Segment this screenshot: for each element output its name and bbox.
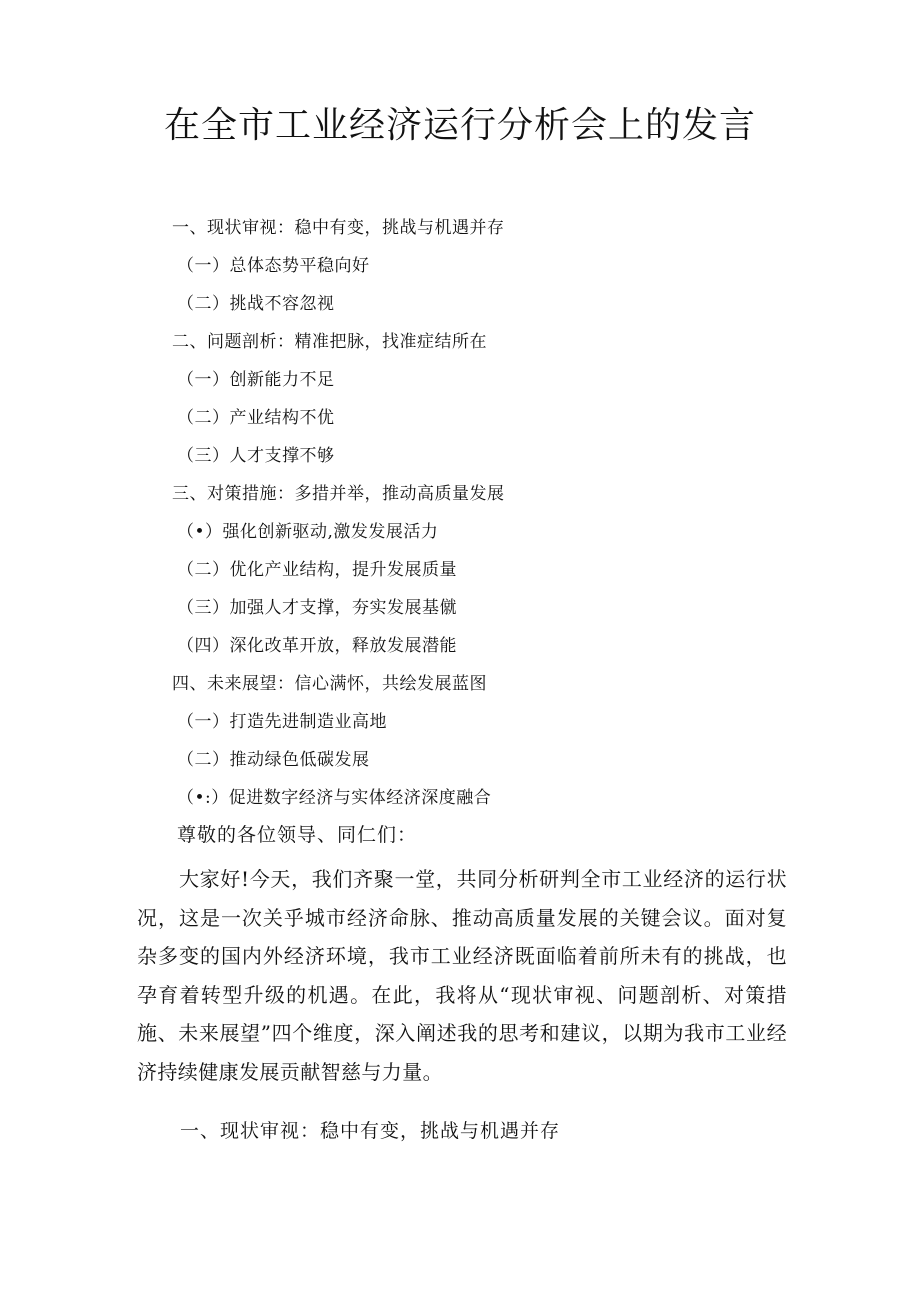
toc-item: 二、问题剖析：精准把脉，找准症结所在: [172, 332, 487, 352]
toc-item: （一）总体态势平稳向好: [177, 256, 370, 276]
toc-item: （二）优化产业结构，提升发展质量: [177, 560, 457, 580]
table-of-contents: [172, 209, 772, 817]
toc-item: （•:）促进数字经济与实体经济深度融合: [177, 788, 492, 808]
toc-item: （三）人才支撑不够: [177, 446, 335, 466]
toc-item: （一）打造先进制造业高地: [177, 712, 387, 732]
toc-item: （一）创新能力不足: [177, 370, 335, 390]
toc-item: （四）深化改革开放，释放发展潜能: [177, 636, 457, 656]
toc-item: 一、现状审视：稳中有变，挑战与机遇并存: [172, 218, 505, 238]
toc-item: （二）产业结构不优: [177, 408, 335, 428]
body-paragraph: 大家好!今天，我们齐聚一堂，共同分析研判全市工业经济的运行状况，这是一次关乎城市经济命脉、推动高质量发展的关键会议。面对复杂多变的国内外经济环境，我市工业经济既面临着前所未有的挑战，也孕育着转型升级的机遇。在此，我将从“现状审视、问题剖析、对策措施、未来展望”四个维度，深入阐述我的思考和建议，以期为我市工业经济持续健康发展贡献智慈与力量。: [137, 867, 787, 1084]
toc-item: （三）加强人才支撑，夯实发展基僦: [177, 598, 457, 618]
toc-item: 四、未来展望：信心满怀，共绘发展蓝图: [172, 674, 487, 694]
toc-item: （二）推动绿色低碳发展: [177, 750, 370, 770]
greeting-line: 尊敬的各位领导、同仁们：: [177, 824, 418, 846]
toc-item: （•）强化创新驱动,激发发展活力: [177, 522, 439, 542]
toc-item: 三、对策措施：多措并举，推动高质量发展: [172, 484, 505, 504]
document-title: 在全市工业经济运行分析会上的发言: [163, 105, 756, 146]
section-heading: 一、现状审视：稳中有变，挑战与机遇并存: [180, 1120, 561, 1142]
toc-item: （二）挑战不容忽视: [177, 294, 335, 314]
